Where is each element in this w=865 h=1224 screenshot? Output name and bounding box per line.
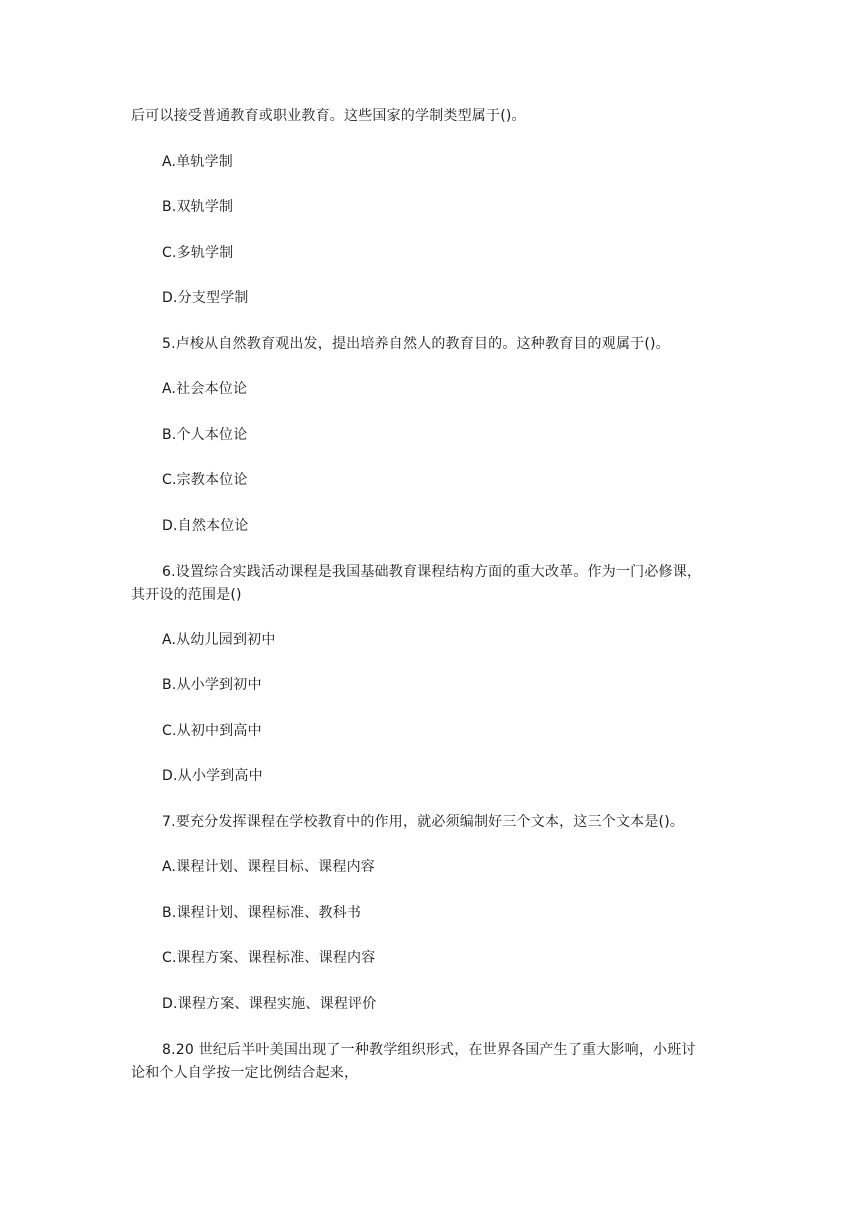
question-4-tail: 后可以接受普通教育或职业教育。这些国家的学制类型属于()。 — [131, 108, 526, 124]
question-7-option-b: B.课程计划、课程标准、教科书 — [162, 905, 362, 921]
question-6-stem-line-1: 6.设置综合实践活动课程是我国基础教育课程结构方面的重大改革。作为一门必修课， — [162, 564, 702, 580]
question-4-option-d: D.分支型学制 — [162, 290, 249, 306]
question-6-option-d: D.从小学到高中 — [162, 768, 263, 784]
question-7-option-d: D.课程方案、课程实施、课程评价 — [162, 996, 377, 1012]
question-7-option-c: C.课程方案、课程标准、课程内容 — [162, 950, 376, 966]
question-5-option-c: C.宗教本位论 — [162, 472, 248, 488]
question-4-option-c: C.多轨学制 — [162, 245, 234, 261]
question-4-option-a: A.单轨学制 — [162, 154, 233, 170]
question-4-option-b: B.双轨学制 — [162, 199, 234, 215]
question-6-option-a: A.从幼儿园到初中 — [162, 632, 276, 648]
question-6-stem-line-2: 其开设的范围是() — [131, 587, 242, 603]
question-8-stem-line-1: 8.20 世纪后半叶美国出现了一种教学组织形式，在世界各国产生了重大影响，小班讨 — [162, 1042, 696, 1058]
question-5-stem: 5.卢梭从自然教育观出发，提出培养自然人的教育目的。这种教育目的观属于()。 — [162, 336, 670, 352]
question-5-option-d: D.自然本位论 — [162, 518, 249, 534]
question-8-stem-line-2: 论和个人自学按一定比例结合起来， — [131, 1065, 359, 1081]
question-7-option-a: A.课程计划、课程目标、课程内容 — [162, 859, 375, 875]
question-6-option-c: C.从初中到高中 — [162, 723, 262, 739]
question-5-option-a: A.社会本位论 — [162, 381, 248, 397]
question-5-option-b: B.个人本位论 — [162, 427, 248, 443]
question-6-option-b: B.从小学到初中 — [162, 677, 262, 693]
question-7-stem: 7.要充分发挥课程在学校教育中的作用，就必须编制好三个文本，这三个文本是()。 — [162, 814, 685, 830]
